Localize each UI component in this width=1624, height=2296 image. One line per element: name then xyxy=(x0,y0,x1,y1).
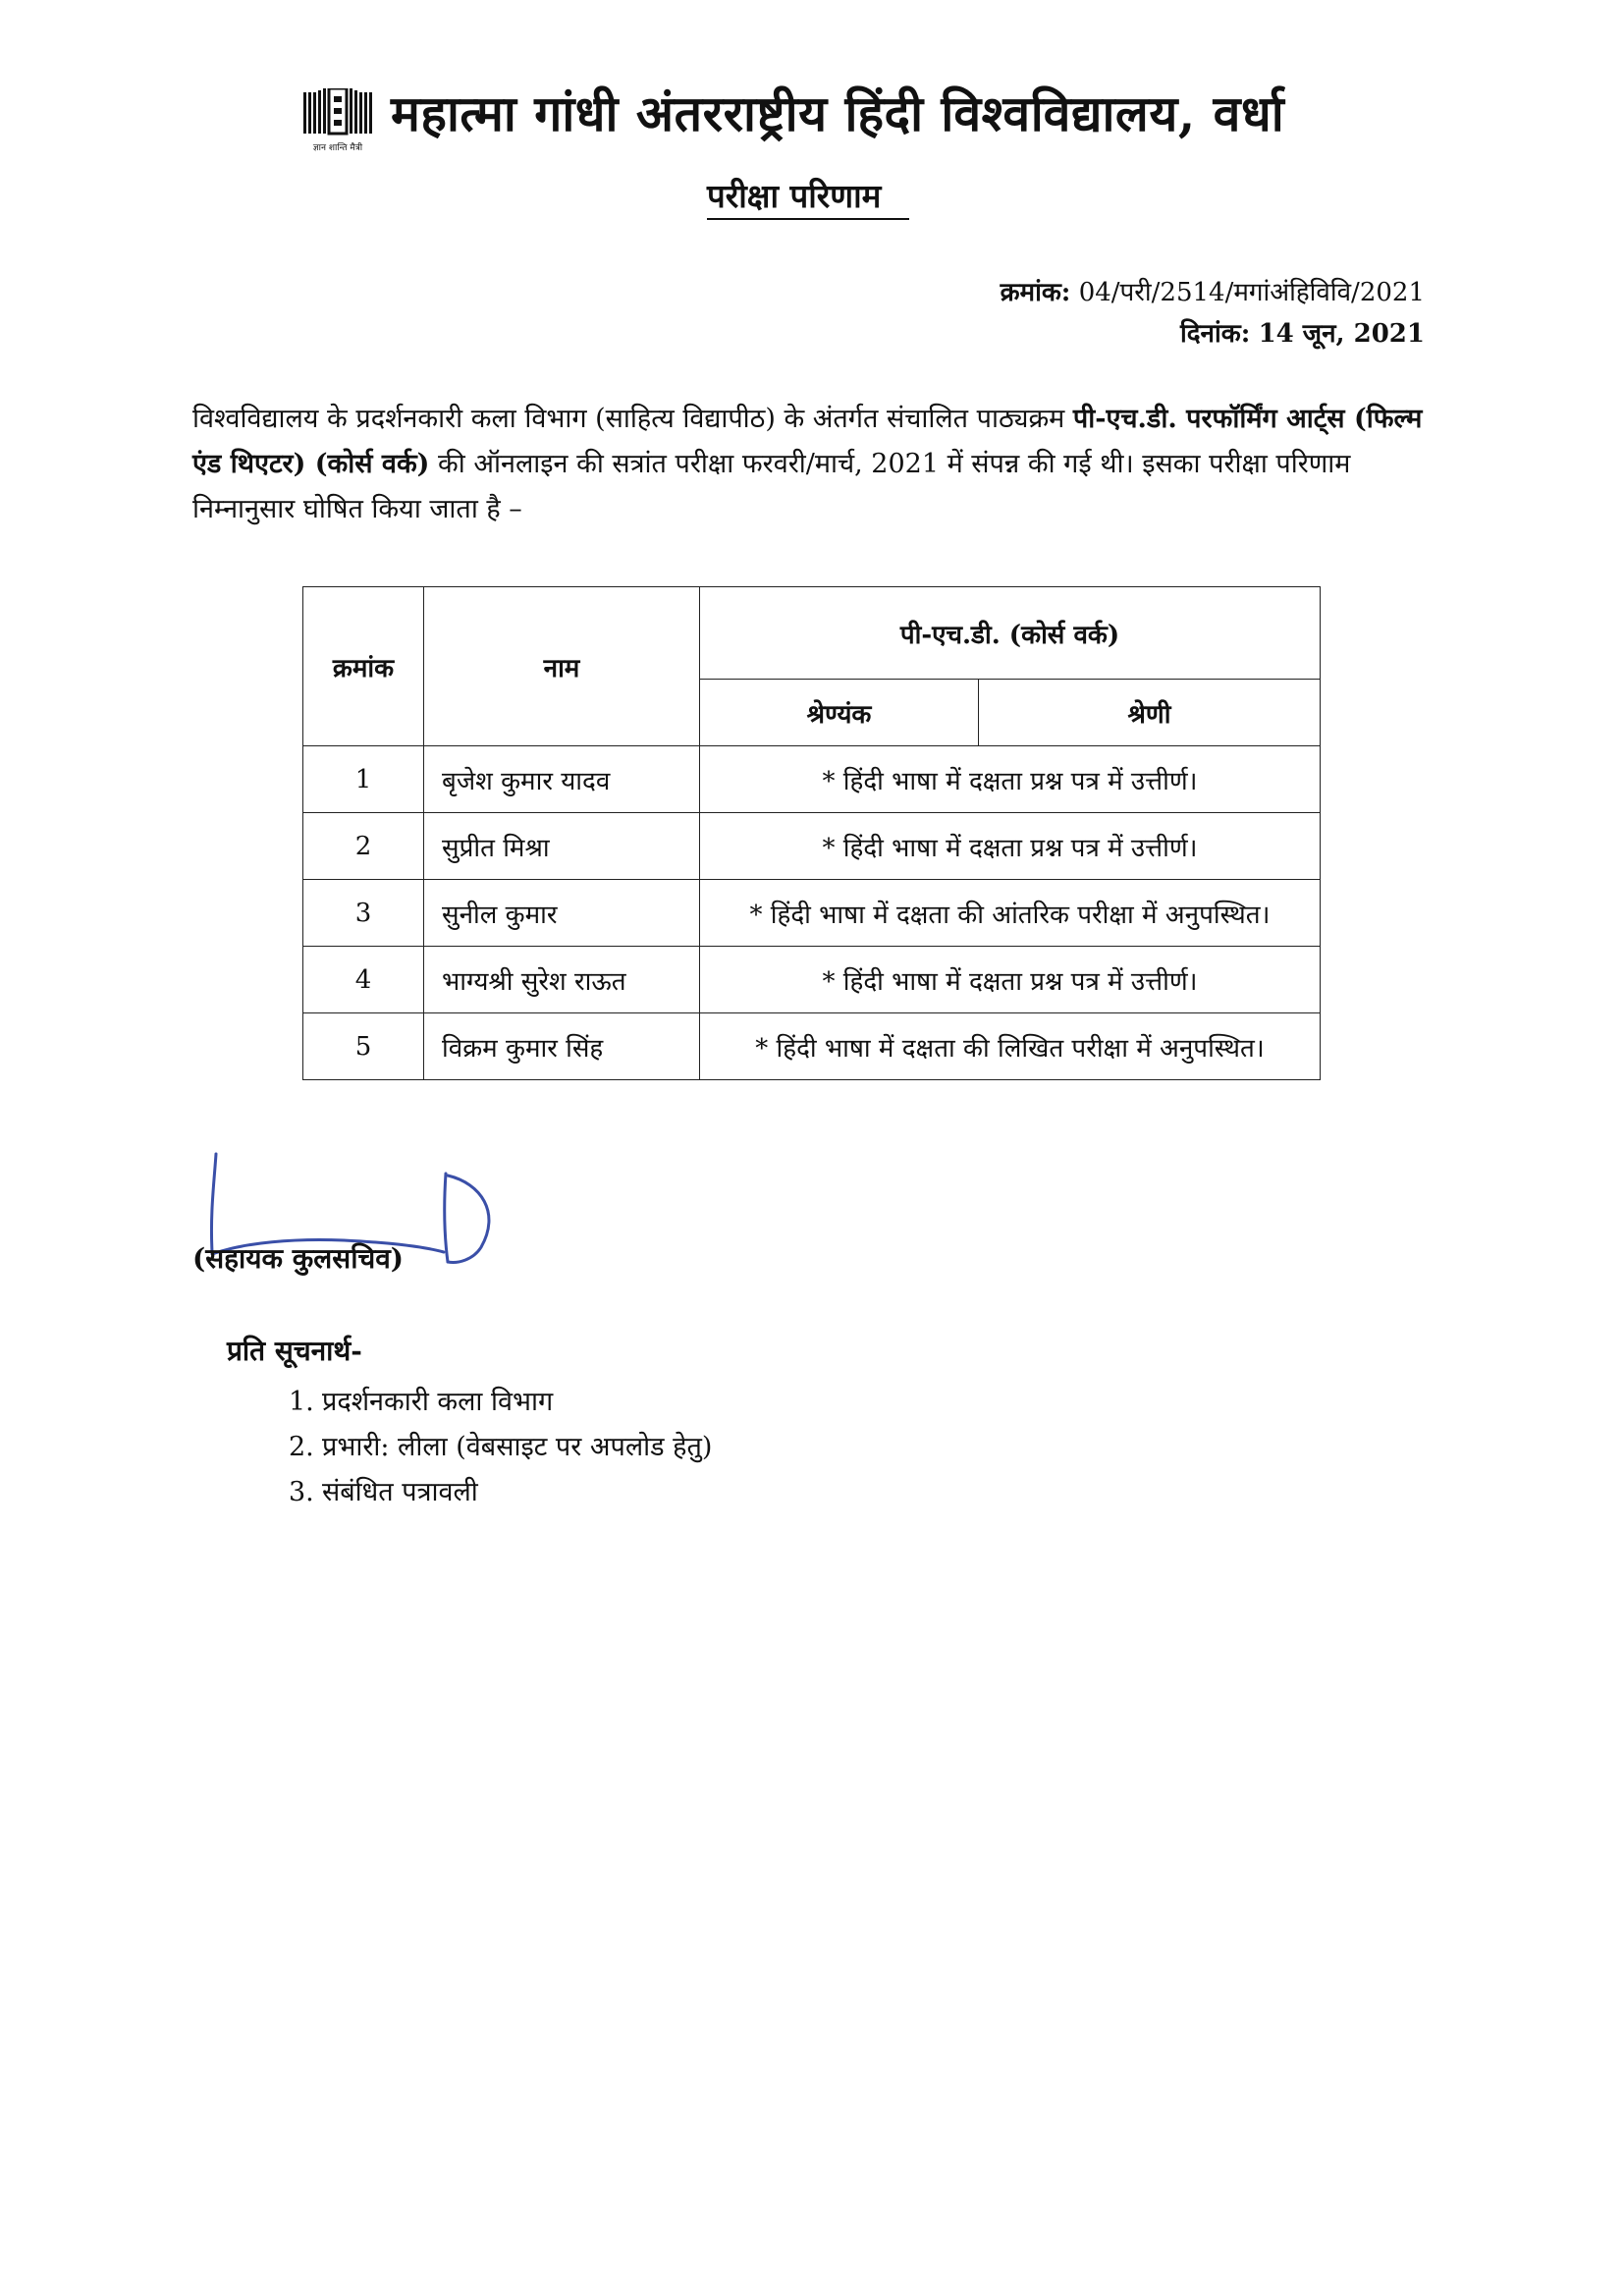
university-logo xyxy=(301,88,374,155)
notice-paragraph xyxy=(192,397,1430,532)
row-serial: 1 xyxy=(303,746,424,813)
header-name: नाम xyxy=(424,587,700,746)
copy-to-title: प्रति सूचनार्थ- xyxy=(227,1335,362,1367)
reference-label: क्रमांक: xyxy=(1000,278,1071,307)
row-name: विक्रम कुमार सिंह xyxy=(424,1013,700,1080)
row-remark: * हिंदी भाषा में दक्षता की लिखित परीक्षा में अनुपस्थित। xyxy=(700,1013,1321,1080)
row-serial: 2 xyxy=(303,813,424,880)
logo-emblem-icon xyxy=(301,88,374,155)
list-item xyxy=(289,1380,712,1425)
reference-number xyxy=(1001,273,1425,308)
signatory-title: (सहायक कुलसचिव) xyxy=(192,1242,405,1275)
table-row xyxy=(303,813,1321,880)
reference-value: 04/परी/2514/मगांअंहिविवि/2021 xyxy=(1078,278,1425,307)
issue-date xyxy=(1180,314,1425,350)
header-course-group: पी-एच.डी. (कोर्स वर्क) xyxy=(700,587,1321,680)
header-serial: क्रमांक xyxy=(303,587,424,746)
row-name: भाग्यश्री सुरेश राऊत xyxy=(424,947,700,1013)
list-item xyxy=(289,1425,712,1470)
notice-text-part1: विश्वविद्यालय के प्रदर्शनकारी कला विभाग (साहित्य विद्यापीठ) के अंतर्गत संचालित पाठ्यक्रम xyxy=(192,404,1073,434)
row-serial: 5 xyxy=(303,1013,424,1080)
row-serial: 3 xyxy=(303,880,424,947)
row-serial: 4 xyxy=(303,947,424,1013)
copy-to-list xyxy=(289,1380,712,1515)
list-item-text: प्रभारी: लीला (वेबसाइट पर अपलोड हेतु) xyxy=(322,1432,713,1462)
date-label: दिनांक: xyxy=(1180,319,1251,349)
svg-text:ज्ञान शान्ति मैत्री: ज्ञान शान्ति मैत्री xyxy=(312,143,363,153)
row-remark: * हिंदी भाषा में दक्षता की आंतरिक परीक्षा में अनुपस्थित। xyxy=(700,880,1321,947)
university-name: महात्मा गांधी अंतरराष्ट्रीय हिंदी विश्वविद्यालय, वर्धा xyxy=(391,84,1285,142)
list-item xyxy=(289,1470,712,1515)
table-row xyxy=(303,746,1321,813)
notice-text-part2: की ऑनलाइन की सत्रांत परीक्षा फरवरी/मार्च, 2021 में संपन्न की गई थी। इसका परीक्षा परिणाम निम्नानुसार घोषित किया जाता है – xyxy=(192,449,1351,524)
row-name: सुनील कुमार xyxy=(424,880,700,947)
row-name: बृजेश कुमार यादव xyxy=(424,746,700,813)
list-item-text: प्रदर्शनकारी कला विभाग xyxy=(322,1387,554,1417)
header-score: श्रेण्यंक xyxy=(700,680,979,746)
document-title: परीक्षा परिणाम xyxy=(707,177,882,215)
course-name: पी-एच.डी. परफॉर्मिंग आर्ट्स (फिल्म एंड थिएटर) (कोर्स वर्क) xyxy=(192,404,1423,479)
list-item-number: 1. xyxy=(289,1387,314,1417)
results-table xyxy=(302,586,1321,1080)
list-item-text: संबंधित पत्रावली xyxy=(322,1477,478,1507)
title-underline xyxy=(707,218,909,220)
table-row xyxy=(303,947,1321,1013)
table-row xyxy=(303,880,1321,947)
table-row xyxy=(303,1013,1321,1080)
list-item-number: 2. xyxy=(289,1432,314,1462)
row-remark: * हिंदी भाषा में दक्षता प्रश्न पत्र में उत्तीर्ण। xyxy=(700,947,1321,1013)
row-remark: * हिंदी भाषा में दक्षता प्रश्न पत्र में उत्तीर्ण। xyxy=(700,746,1321,813)
row-name: सुप्रीत मिश्रा xyxy=(424,813,700,880)
header-grade: श्रेणी xyxy=(979,680,1321,746)
date-value: 14 जून, 2021 xyxy=(1258,319,1425,349)
row-remark: * हिंदी भाषा में दक्षता प्रश्न पत्र में उत्तीर्ण। xyxy=(700,813,1321,880)
table-header-row xyxy=(303,587,1321,680)
list-item-number: 3. xyxy=(289,1477,314,1507)
